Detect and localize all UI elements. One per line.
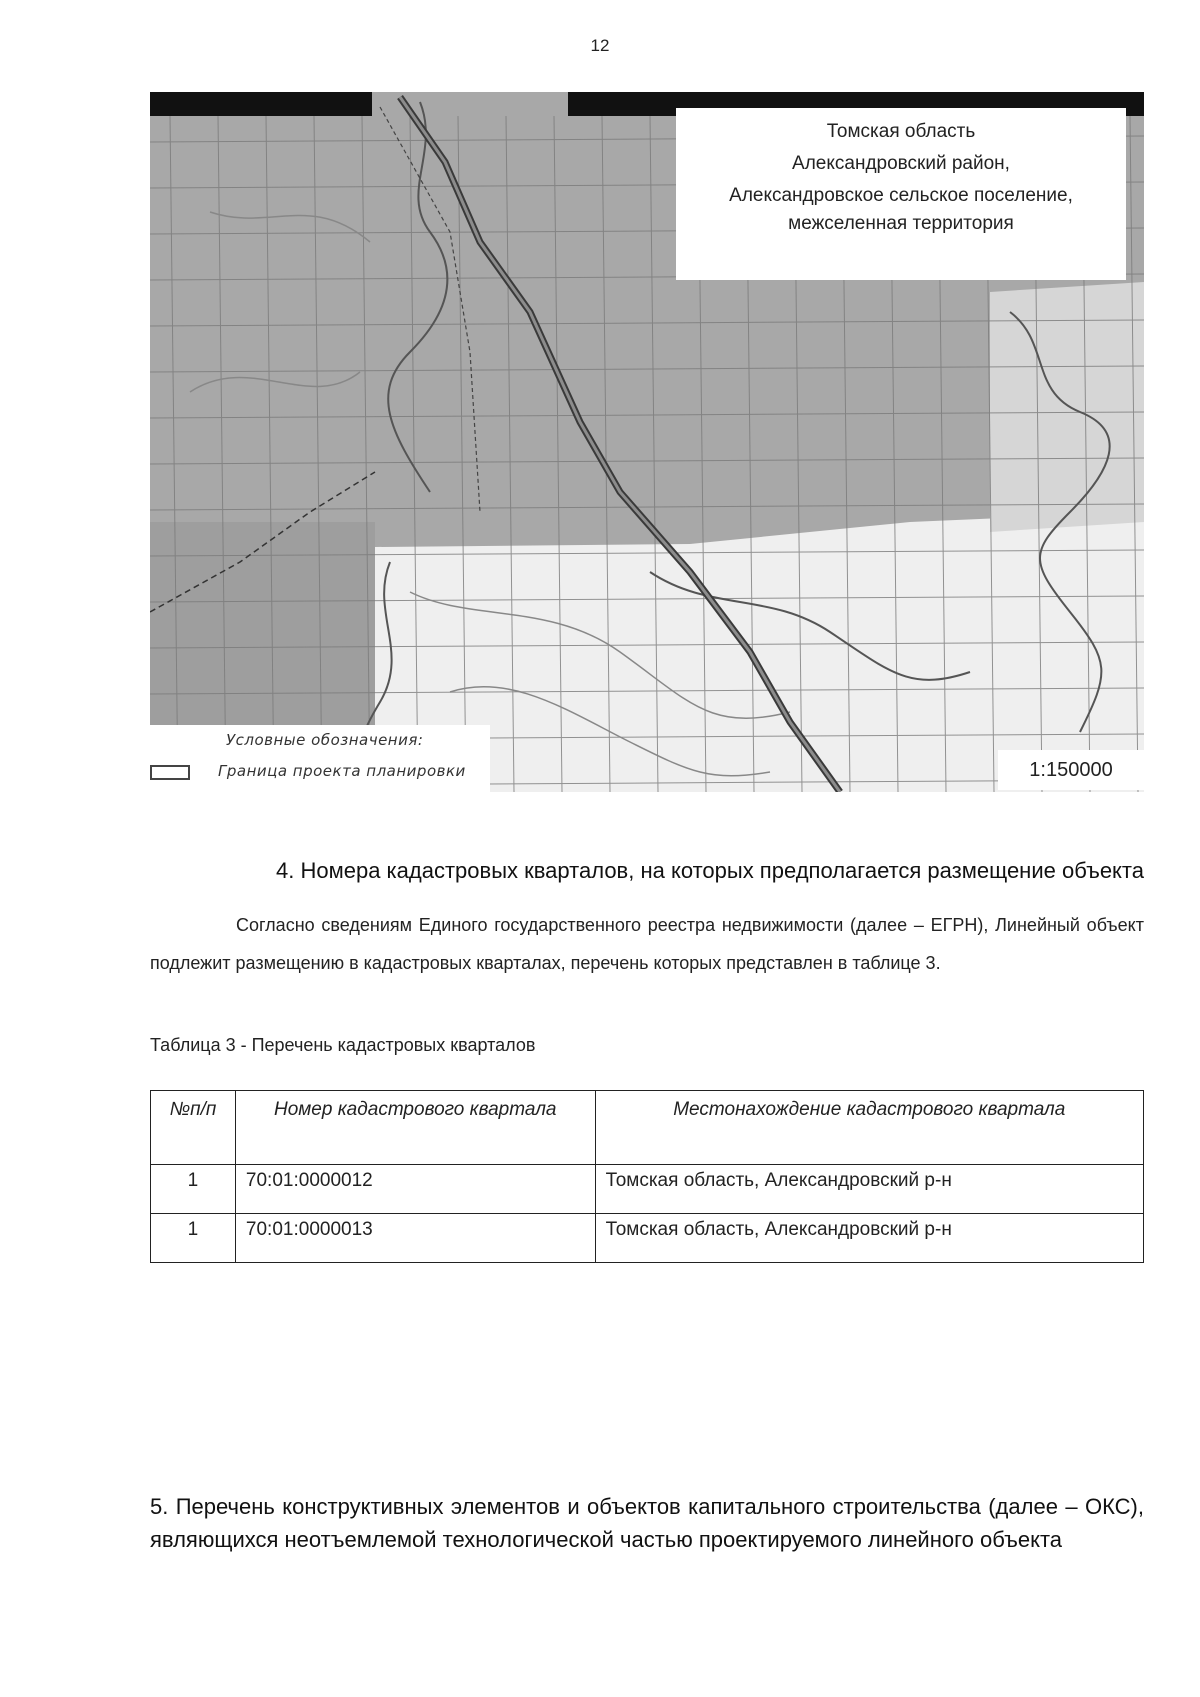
map-legend xyxy=(150,725,490,792)
section-4-paragraph xyxy=(150,906,1144,982)
row-quarter: 70:01:0000012 xyxy=(235,1165,595,1214)
map-title-box xyxy=(676,108,1126,280)
location-map xyxy=(150,92,1144,792)
header-cell-quarter: Номер кадастрового квартала xyxy=(235,1091,595,1165)
table-row xyxy=(151,1165,1144,1214)
row-number: 1 xyxy=(151,1214,236,1263)
row-quarter: 70:01:0000013 xyxy=(235,1214,595,1263)
legend-title: Условные обозначения: xyxy=(226,731,424,749)
row-number: 1 xyxy=(151,1165,236,1214)
paragraph-text: Согласно сведениям Единого государственного реестра недвижимости (далее – ЕГРН), Линейный объект подлежит размещению в кадастровых кварталах, перечень которых представлен в таблице 3. xyxy=(150,915,1144,973)
page-number: 12 xyxy=(590,36,610,55)
map-title-line: Александровское сельское поселение, xyxy=(729,185,1073,206)
map-title-line: Томская область xyxy=(826,121,976,142)
map-title-line: межселенная территория xyxy=(788,213,1014,234)
table-header-row xyxy=(151,1091,1144,1165)
header-cell-location: Местонахождение кадастрового квартала xyxy=(595,1091,1143,1165)
section-5-heading: 5. Перечень конструктивных элементов и объектов капитального строительства (далее – ОКС), являющихся неотъемлемой технологической частью проектируемого линейного объекта xyxy=(150,1494,1144,1552)
boundary-swatch-icon xyxy=(150,765,190,780)
map-title-line: Александровский район, xyxy=(792,153,1010,174)
row-location: Томская область, Александровский р-н xyxy=(595,1214,1143,1263)
section-4-heading: 4. Номера кадастровых кварталов, на которых предполагается размещение объекта xyxy=(276,858,1144,883)
cadastral-quarters-table xyxy=(150,1090,1144,1263)
header-cell-number: №п/п xyxy=(151,1091,236,1165)
map-scale: 1:150000 xyxy=(998,750,1144,790)
row-location: Томская область, Александровский р-н xyxy=(595,1165,1143,1214)
table-caption: Таблица 3 - Перечень кадастровых кварталов xyxy=(150,1035,536,1055)
legend-item-label: Граница проекта планировки xyxy=(218,762,466,780)
table-row xyxy=(151,1214,1144,1263)
